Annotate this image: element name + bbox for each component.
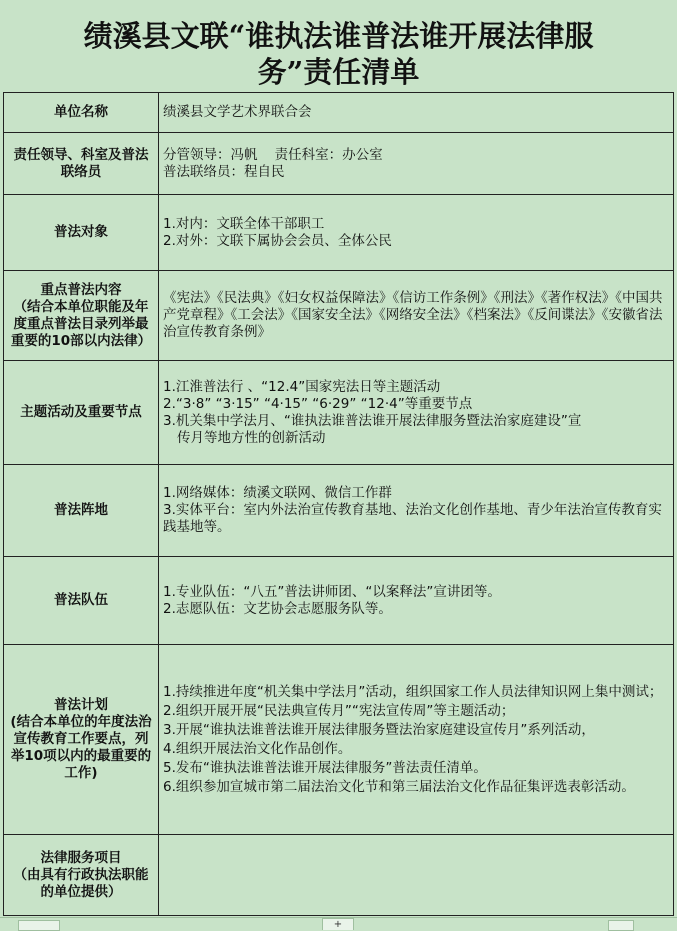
label-content[interactable] xyxy=(4,271,159,361)
plan-line-6: 6.组织参加宣城市第二届法治文化节和第三届法治文化作品征集评选表彰活动。 xyxy=(163,778,635,795)
value-positions[interactable] xyxy=(159,465,674,557)
leaders-line-1: 分管领导：冯帆 责任科室：办公室 xyxy=(163,146,383,163)
plan-line-5: 5.发布“谁执法谁普法谁开展法律服务”普法责任清单。 xyxy=(163,759,487,776)
row-activities xyxy=(4,361,674,465)
row-plan xyxy=(4,645,674,835)
row-leaders xyxy=(4,133,674,195)
scroll-left-segment[interactable] xyxy=(18,920,60,931)
activities-line-1: 1.江淮普法行 、“12.4”国家宪法日等主题活动 xyxy=(163,378,441,395)
value-plan[interactable] xyxy=(159,645,674,835)
label-leaders[interactable]: 责任领导、科室及普法联络员 xyxy=(4,133,159,195)
services-label-sub: （由具有行政执法职能的单位提供） xyxy=(13,866,149,900)
label-unit[interactable]: 单位名称 xyxy=(4,93,159,133)
row-unit xyxy=(4,93,674,133)
plan-line-2: 2.组织开展开展“民法典宣传月”“宪法宣传周”等主题活动； xyxy=(163,702,515,719)
title-line-1: 绩溪县文联“谁执法谁普法谁开展法律服 xyxy=(83,19,594,53)
activities-line-4: 传月等地方性的创新活动 xyxy=(177,429,326,446)
positions-line-2: 3.实体平台：室内外法治宣传教育基地、法治文化创作基地、青少年法治宣传教育实践基地等。 xyxy=(163,502,662,535)
teams-line-1: 1.专业队伍：“八五”普法讲师团、“以案释法”宣讲团等。 xyxy=(163,583,501,600)
value-teams[interactable] xyxy=(159,557,674,645)
targets-line-2: 2.对外：文联下属协会会员、全体公民 xyxy=(163,232,392,249)
row-services xyxy=(4,835,674,916)
label-plan[interactable] xyxy=(4,645,159,835)
label-positions[interactable]: 普法阵地 xyxy=(4,465,159,557)
label-services[interactable] xyxy=(4,835,159,916)
services-label-main: 法律服务项目 xyxy=(40,849,122,866)
document-title xyxy=(0,18,677,90)
title-line-2: 务”责任清单 xyxy=(257,55,420,89)
activities-line-3: 3.机关集中学法月、“谁执法谁普法谁开展法律服务暨法治家庭建设”宣 xyxy=(163,412,582,429)
positions-line-1: 1.网络媒体：绩溪文联网、微信工作群 xyxy=(163,485,392,501)
scroll-right-segment[interactable] xyxy=(608,920,634,931)
value-activities[interactable] xyxy=(159,361,674,465)
add-sheet-button[interactable]: + xyxy=(322,918,354,930)
row-targets xyxy=(4,195,674,271)
plan-label-sub: (结合本单位的年度法治宣传教育工作要点，列举10项以内的最重要的工作) xyxy=(10,714,152,781)
value-targets[interactable] xyxy=(159,195,674,271)
plan-line-3: 3.开展“谁执法谁普法谁开展法律服务暨法治家庭建设宣传月”系列活动， xyxy=(163,721,595,738)
content-label-sub: （结合本单位职能及年度重点普法目录列举最重要的10部以内法律） xyxy=(10,298,152,349)
row-teams xyxy=(4,557,674,645)
content-label-main: 重点普法内容 xyxy=(40,281,122,298)
value-unit[interactable]: 绩溪县文学艺术界联合会 xyxy=(159,93,674,133)
plan-line-4: 4.组织开展法治文化作品创作。 xyxy=(163,740,352,757)
responsibility-table xyxy=(3,92,674,916)
plan-line-1: 1.持续推进年度“机关集中学法月”活动，组织国家工作人员法律知识网上集中测试； xyxy=(163,683,663,700)
plan-label-main: 普法计划 xyxy=(54,697,108,713)
label-teams[interactable]: 普法队伍 xyxy=(4,557,159,645)
leaders-line-2: 普法联络员：程自民 xyxy=(163,163,285,180)
value-leaders[interactable] xyxy=(159,133,674,195)
label-targets[interactable]: 普法对象 xyxy=(4,195,159,271)
activities-line-2: 2.“3·8” “3·15” “4·15” “6·29” “12·4”等重要节点 xyxy=(163,395,473,412)
value-content[interactable]: 《宪法》《民法典》《妇女权益保障法》《信访工作条例》《刑法》《著作权法》《中国共产党章程》《工会法》《国家安全法》《网络安全法》《档案法》《反间谍法》《安徽省法治宣传教育条例》 xyxy=(159,271,674,361)
targets-line-1: 1.对内：文联全体干部职工 xyxy=(163,215,325,232)
label-activities[interactable]: 主题活动及重要节点 xyxy=(4,361,159,465)
row-content xyxy=(4,271,674,361)
value-services[interactable] xyxy=(159,835,674,916)
sheet-tab-bar xyxy=(0,917,677,930)
row-positions xyxy=(4,465,674,557)
teams-line-2: 2.志愿队伍：文艺协会志愿服务队等。 xyxy=(163,600,392,617)
